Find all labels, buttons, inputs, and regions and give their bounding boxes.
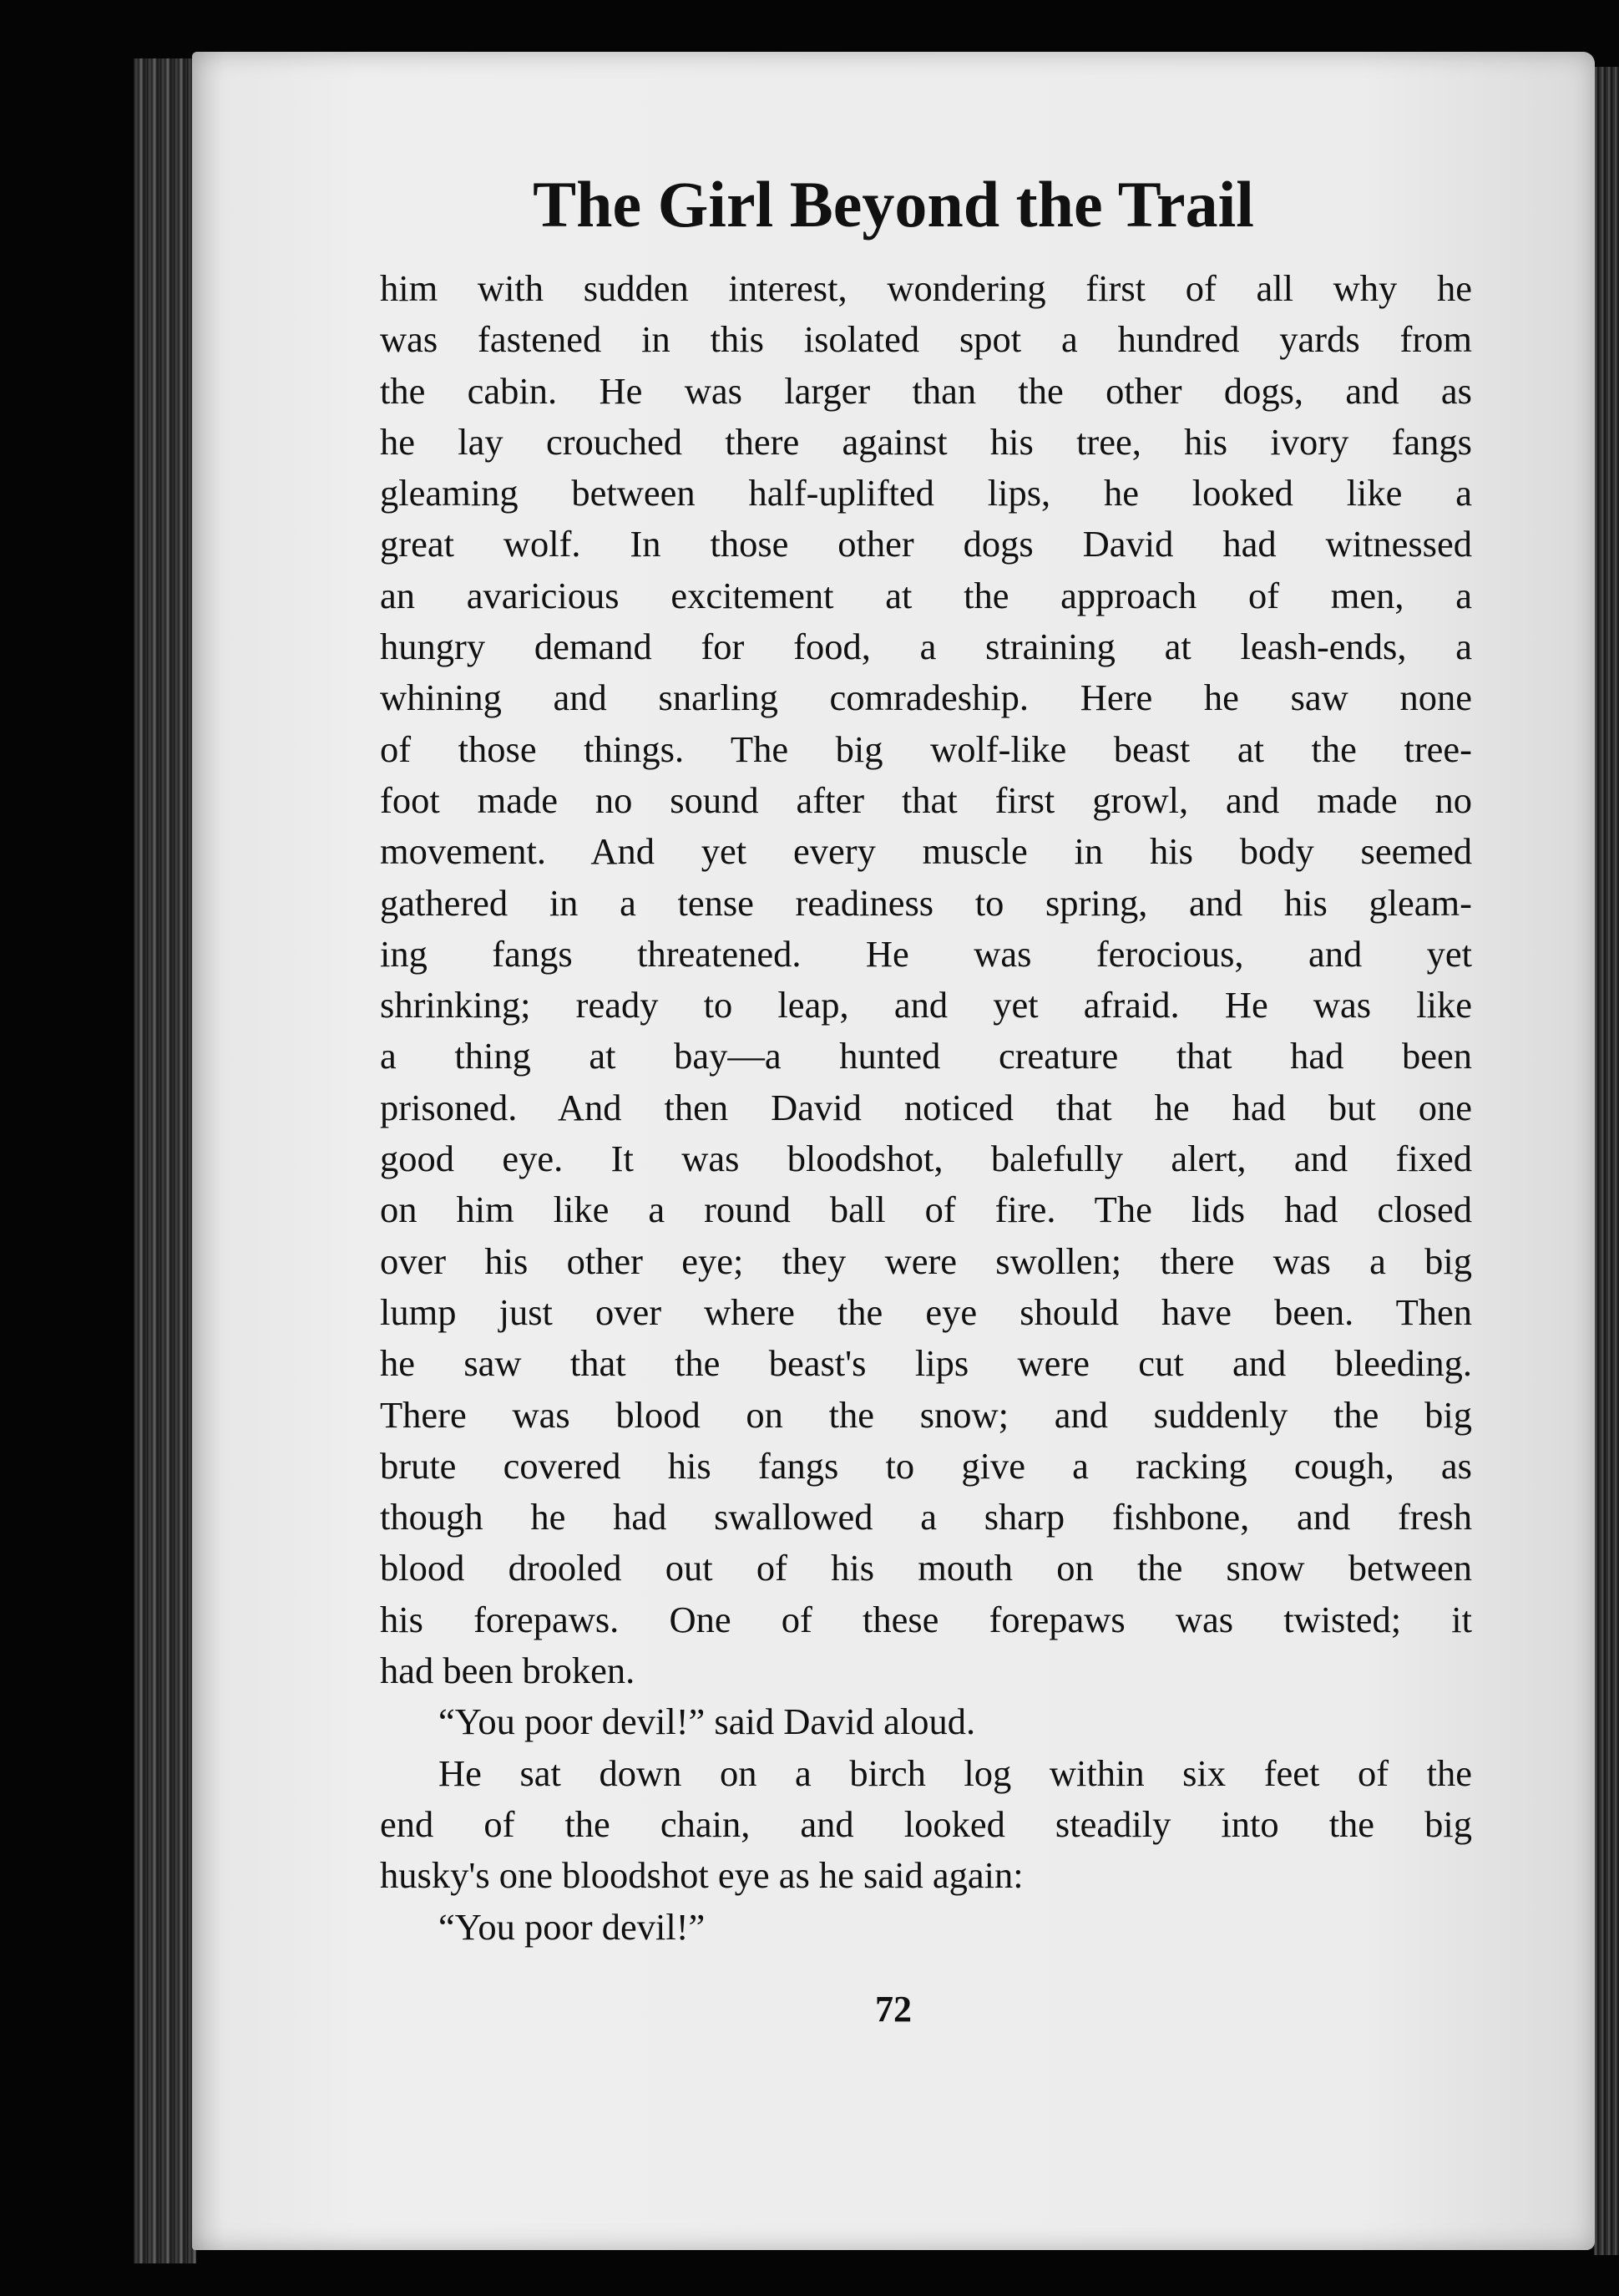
text-line: though he had swallowed a sharp fishbone, and fresh	[380, 1496, 1472, 1538]
text-line: was fastened in this isolated spot a hundred yards from	[380, 318, 1472, 361]
book-page	[192, 52, 1595, 2250]
text-line: gathered in a tense readiness to spring, and his gleam-	[380, 881, 1472, 924]
page-number: 72	[875, 1989, 912, 2030]
text-line: lump just over where the eye should have been. Then	[380, 1290, 1472, 1333]
text-line: him with sudden interest, wondering first of all why he	[380, 267, 1472, 309]
text-line: an avaricious excitement at the approach of men, a	[380, 574, 1472, 616]
text-line: ing fangs threatened. He was ferocious, and yet	[380, 932, 1472, 975]
text-line: end of the chain, and looked steadily into the big	[380, 1802, 1472, 1845]
text-line: his forepaws. One of these forepaws was twisted; it	[380, 1598, 1472, 1640]
text-line: he lay crouched there against his tree, his ivory fangs	[380, 420, 1472, 463]
text-line: prisoned. And then David noticed that he had but one	[380, 1086, 1472, 1128]
text-line: brute covered his fangs to give a racking cough, as	[380, 1444, 1472, 1487]
text-line: had been broken.	[380, 1650, 635, 1692]
text-line: a thing at bay—a hunted creature that had been	[380, 1035, 1472, 1077]
text-line: of those things. The big wolf-like beast at the tree-	[380, 727, 1472, 770]
text-line: great wolf. In those other dogs David had witnessed	[380, 523, 1472, 565]
text-line: on him like a round ball of fire. The lids had closed	[380, 1189, 1472, 1231]
text-line: whining and snarling comradeship. Here he saw none	[380, 677, 1472, 719]
text-line: There was blood on the snow; and suddenly the big	[380, 1393, 1472, 1436]
running-head: The Girl Beyond the Trail	[533, 168, 1254, 241]
text-line: He sat down on a birch log within six feet of the	[438, 1751, 1472, 1794]
text-line: blood drooled out of his mouth on the snow between	[380, 1547, 1472, 1589]
body-text	[380, 263, 1472, 1953]
text-line: shrinking; ready to leap, and yet afraid. He was like	[380, 984, 1472, 1026]
text-line: good eye. It was bloodshot, balefully alert, and fixed	[380, 1138, 1472, 1180]
text-line: “You poor devil!” said David aloud.	[438, 1700, 976, 1743]
text-line: movement. And yet every muscle in his body seemed	[380, 830, 1472, 873]
text-line: husky's one bloodshot eye as he said again:	[380, 1854, 1024, 1897]
text-line: the cabin. He was larger than the other dogs, and as	[380, 369, 1472, 412]
page-edge	[1594, 67, 1619, 2255]
text-line: hungry demand for food, a straining at leash-ends, a	[380, 626, 1472, 668]
text-line: “You poor devil!”	[438, 1905, 706, 1948]
text-line: gleaming between half-uplifted lips, he looked like a	[380, 472, 1472, 514]
text-line: foot made no sound after that first growl, and made no	[380, 778, 1472, 821]
text-line: he saw that the beast's lips were cut and bleeding.	[380, 1342, 1472, 1385]
book-spine	[134, 58, 196, 2263]
text-line: over his other eye; they were swollen; there was a big	[380, 1239, 1472, 1282]
